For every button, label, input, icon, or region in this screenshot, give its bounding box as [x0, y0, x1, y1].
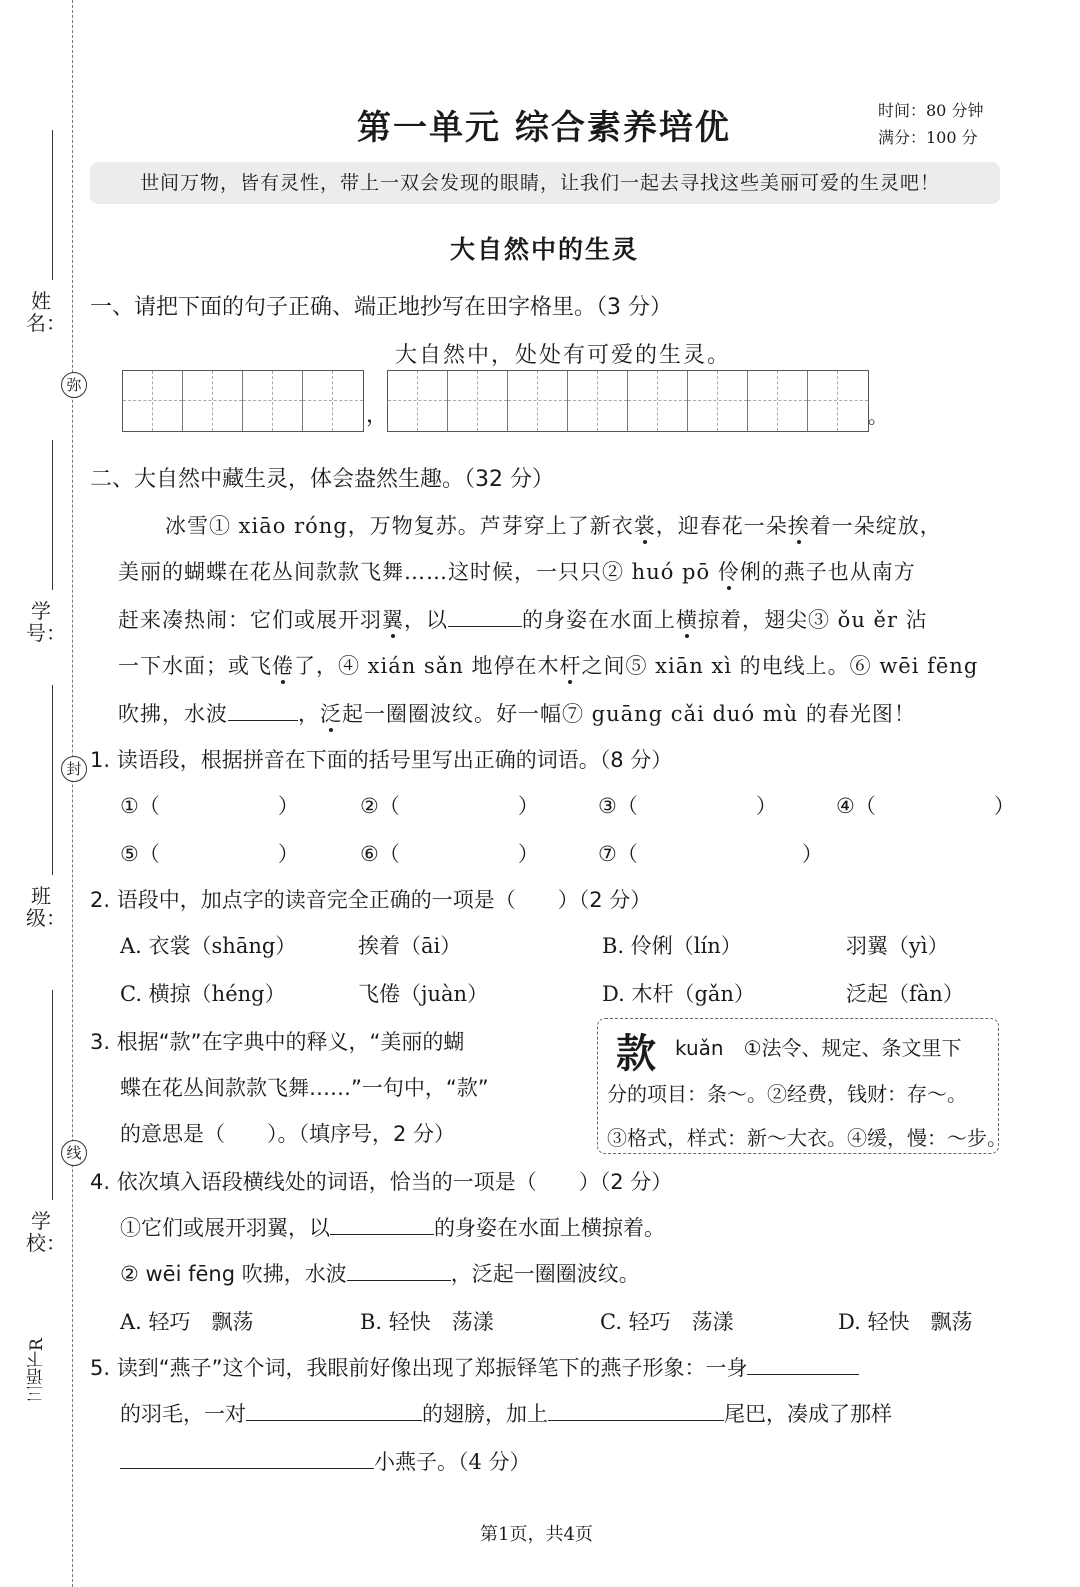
q1-comma: ，	[366, 403, 389, 428]
q2-4-blank-1[interactable]	[330, 1216, 434, 1235]
q2-2-option-a1[interactable]: A. 衣裳（shāng）	[120, 934, 297, 958]
tianzige-cell[interactable]	[628, 371, 688, 431]
q2-5-line-2: 的羽毛，一对 的翅膀，加上 尾巴，凑成了那样	[120, 1402, 892, 1426]
class-label: 班级：	[26, 884, 66, 930]
tianzige-cell[interactable]	[688, 371, 748, 431]
tianzige-group-1[interactable]	[122, 370, 364, 432]
dictionary-headword: 款	[616, 1031, 656, 1077]
tianzige-cell[interactable]	[303, 371, 363, 431]
answer-paren-4[interactable]: ④（ ）	[836, 794, 1015, 818]
seal-circle-3: 线	[61, 1140, 87, 1166]
tianzige-cell[interactable]	[243, 371, 303, 431]
q2-1-question: 1. 读语段，根据拼音在下面的括号里写出正确的词语。（8 分）	[90, 748, 673, 772]
answer-paren-5[interactable]: ⑤（ ）	[120, 842, 299, 866]
q2-3-line-1: 3. 根据“款”在字典中的释义，“美丽的蝴	[90, 1030, 465, 1054]
grade-label: 三语下R	[27, 1338, 47, 1402]
q2-2-option-c1[interactable]: C. 横掠（héng）	[120, 982, 286, 1006]
tianzige-cell[interactable]	[568, 371, 628, 431]
q2-5-blank-1[interactable]	[747, 1356, 859, 1375]
seal-circle-2: 封	[61, 756, 87, 782]
tianzige-cell[interactable]	[748, 371, 808, 431]
q2-4-option-c[interactable]: C. 轻巧 荡漾	[600, 1310, 734, 1334]
answer-paren-7[interactable]: ⑦（ ）	[598, 842, 823, 866]
q2-2-option-b2: 羽翼（yì）	[846, 934, 949, 958]
q1-sentence: 大自然中，处处有可爱的生灵。	[395, 343, 732, 368]
q2-4-blank-2[interactable]	[347, 1262, 451, 1281]
passage-line-4: 一下水面；或飞倦了，④ xián sǎn 地停在木杆之间⑤ xiān xì 的电线上。⑥ wēi fēng	[118, 654, 979, 678]
q2-3-line-2: 蝶在花丛间款款飞舞……”一句中，“款”	[120, 1076, 489, 1100]
tianzige-cell[interactable]	[183, 371, 243, 431]
school-label: 学校：	[26, 1209, 66, 1255]
class-rule	[52, 685, 53, 875]
q2-3-line-3: 的意思是（ ）。（填序号，2 分）	[120, 1122, 456, 1146]
q2-2-option-d1[interactable]: D. 木杆（gǎn）	[602, 982, 755, 1006]
tianzige-cell[interactable]	[808, 371, 868, 431]
page-title: 第一单元 综合素养培优	[357, 108, 731, 148]
q2-4-option-b[interactable]: B. 轻快 荡漾	[360, 1310, 494, 1334]
q1-heading: 一、请把下面的句子正确、端正地抄写在田字格里。（3 分）	[90, 295, 672, 320]
section-subtitle: 大自然中的生灵	[450, 235, 640, 264]
tianzige-cell[interactable]	[448, 371, 508, 431]
q2-4-option-a[interactable]: A. 轻巧 飘荡	[120, 1310, 254, 1334]
q2-2-option-d2: 泛起（fàn）	[846, 982, 964, 1006]
q2-5-blank-3[interactable]	[548, 1402, 724, 1421]
q2-5-line-3: 小燕子。（4 分）	[120, 1446, 531, 1476]
answer-paren-6[interactable]: ⑥（ ）	[360, 842, 539, 866]
q2-5-blank-2[interactable]	[246, 1402, 422, 1421]
page-number: 第1页，共4页	[480, 1524, 593, 1545]
q2-2-option-a2: 挨着（āi）	[358, 934, 462, 958]
seal-circle-1: 弥	[61, 372, 87, 398]
answer-paren-1[interactable]: ①（ ）	[120, 794, 299, 818]
dotted-char: 翼	[382, 608, 404, 632]
tianzige-cell[interactable]	[508, 371, 568, 431]
exam-time: 时间：80 分钟	[878, 101, 984, 120]
dotted-char: 倦	[272, 654, 294, 678]
name-label: 姓名：	[26, 289, 66, 335]
q2-2-option-c2: 飞倦（juàn）	[358, 982, 489, 1006]
school-rule	[52, 990, 53, 1200]
q2-2-option-b1[interactable]: B. 伶俐（lín）	[602, 934, 742, 958]
passage-line-5: 吹拂，水波 ，泛起一圈圈波纹。好一幅⑦ guāng cǎi duó mù 的春光图！	[118, 702, 916, 726]
dotted-char: 泛	[320, 702, 342, 726]
dotted-char: 杆	[559, 654, 582, 678]
q2-4-line-2: ② wēi fēng 吹拂，水波 ，泛起一圈圈波纹。	[120, 1262, 640, 1286]
name-rule	[52, 130, 53, 280]
answer-paren-2[interactable]: ②（ ）	[360, 794, 539, 818]
passage-line-2: 美丽的蝴蝶在花丛间款款飞舞……这时候，一只只② huó pō 伶俐的燕子也从南方	[118, 560, 916, 584]
passage-blank-1[interactable]	[448, 608, 522, 627]
tianzige-cell[interactable]	[388, 371, 448, 431]
answer-paren-3[interactable]: ③（ ）	[598, 794, 777, 818]
student-id-rule	[52, 440, 53, 590]
dotted-char: 裳	[633, 514, 656, 538]
q2-5-blank-4[interactable]	[120, 1450, 374, 1469]
passage-line-3: 赶来凑热闹：它们或展开羽翼，以 的身姿在水面上横掠着，翅尖③ ǒu ěr 沾	[118, 608, 928, 632]
passage-blank-2[interactable]	[228, 702, 298, 721]
q2-4-line-1: ①它们或展开羽翼，以 的身姿在水面上横掠着。	[120, 1216, 665, 1240]
q2-4-question: 4. 依次填入语段横线处的词语，恰当的一项是（ ）（2 分）	[90, 1170, 673, 1194]
dictionary-line-1: kuǎn ①法令、规定、条文里下	[675, 1036, 962, 1060]
dotted-char: 伶	[717, 560, 740, 584]
tianzige-cell[interactable]	[123, 371, 183, 431]
q2-4-option-d[interactable]: D. 轻快 飘荡	[838, 1310, 973, 1334]
tianzige-group-2[interactable]	[387, 370, 869, 432]
full-score: 满分：100 分	[878, 128, 978, 147]
student-id-label: 学号：	[26, 599, 66, 645]
dotted-char: 横	[676, 608, 698, 632]
q2-2-question: 2. 语段中，加点字的读音完全正确的一项是（ ）（2 分）	[90, 888, 652, 912]
dictionary-line-3: ③格式，样式：新～大衣。④缓，慢：～步。	[607, 1126, 1007, 1150]
q2-5-line-1: 5. 读到“燕子”这个词，我眼前好像出现了郑振铎笔下的燕子形象：一身	[90, 1352, 859, 1382]
dotted-char: 挨	[787, 514, 810, 538]
q1-period: 。	[868, 404, 888, 428]
dictionary-line-2: 分的项目：条～。②经费，钱财：存～。	[607, 1082, 967, 1106]
q2-heading: 二、大自然中藏生灵，体会盎然生趣。（32 分）	[90, 467, 554, 492]
binding-dashed-line	[72, 0, 73, 1587]
passage-line-1: 冰雪① xiāo róng，万物复苏。芦芽穿上了新衣裳，迎春花一朵挨着一朵绽放，	[165, 514, 942, 538]
intro-banner: 世间万物，皆有灵性，带上一双会发现的眼睛，让我们一起去寻找这些美丽可爱的生灵吧！	[90, 162, 1000, 204]
